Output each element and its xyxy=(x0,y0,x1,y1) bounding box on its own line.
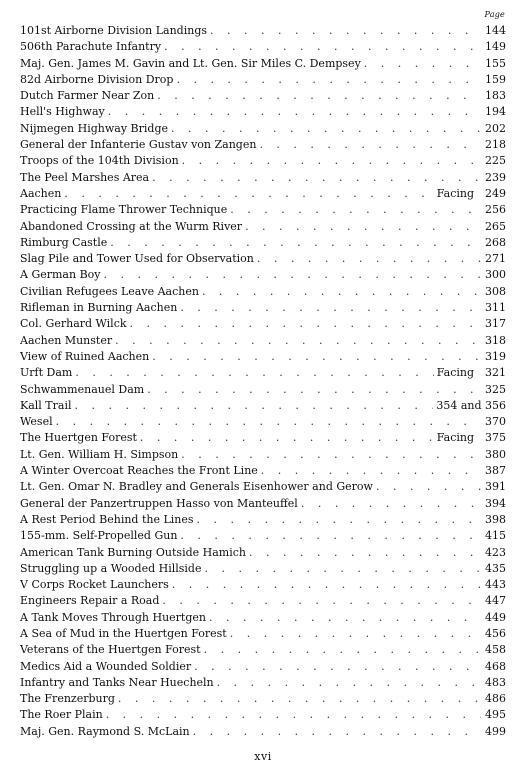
entry-page-number: 144 xyxy=(485,24,506,37)
dot-leader xyxy=(194,659,481,675)
entry-title: The Peel Marshes Area xyxy=(20,170,150,184)
entry-page-number: 308 xyxy=(485,284,506,298)
entry-title: Troops of the 104th Division xyxy=(20,154,179,168)
entry-page-number: 354 and 356 xyxy=(436,398,506,412)
list-item xyxy=(20,430,506,446)
entry-title: A Sea of Mud in the Huertgen Forest xyxy=(20,626,227,640)
entry-title: Rifleman in Burning Aachen xyxy=(20,301,178,315)
list-item xyxy=(20,316,506,332)
dot-leader xyxy=(56,414,481,430)
entry-title: Dutch Farmer Near Zon xyxy=(20,89,155,103)
entry-title: General der Panzertruppen Hasso von Manteuffel xyxy=(20,496,298,510)
list-item xyxy=(20,267,506,283)
page-column-header: Page xyxy=(484,10,505,19)
entry-title: American Tank Burning Outside Hamich xyxy=(20,545,246,559)
entry-page-number: 300 xyxy=(485,268,506,282)
dot-leader xyxy=(64,186,433,202)
entry-page-number: 256 xyxy=(485,203,506,217)
entry-page-number: 268 xyxy=(485,235,506,249)
entry-title: Infantry and Tanks Near Huecheln xyxy=(20,675,214,689)
entry-title: 155-mm. Self-Propelled Gun xyxy=(20,529,178,543)
dot-leader xyxy=(301,496,481,512)
list-item xyxy=(20,382,506,398)
entry-title: Hell's Highway xyxy=(20,105,105,119)
list-item xyxy=(20,610,506,626)
dot-leader xyxy=(75,365,433,381)
entry-page-number: 423 xyxy=(485,545,506,559)
entry-title: Aachen xyxy=(20,186,62,200)
list-item xyxy=(20,300,506,316)
list-item xyxy=(20,365,506,381)
entry-title: Civilian Refugees Leave Aachen xyxy=(20,284,199,298)
list-item xyxy=(20,72,506,88)
list-item xyxy=(20,463,506,479)
entry-title: A German Boy xyxy=(20,268,101,282)
entry-title: Struggling up a Wooded Hillside xyxy=(20,561,202,575)
entry-title: Aachen Munster xyxy=(20,333,113,347)
list-item xyxy=(20,153,506,169)
entry-title: A Tank Moves Through Huertgen xyxy=(20,610,206,624)
dot-leader xyxy=(204,561,481,577)
dot-leader xyxy=(140,430,434,446)
entry-title: Abandoned Crossing at the Wurm River xyxy=(20,219,243,233)
entry-page-number: 318 xyxy=(485,333,506,347)
list-item xyxy=(20,707,506,723)
list-item xyxy=(20,186,506,202)
entry-title: A Winter Overcoat Reaches the Front Line xyxy=(20,464,258,478)
entry-page-number: 468 xyxy=(485,659,506,673)
entry-title: A Rest Period Behind the Lines xyxy=(20,512,194,526)
entry-page-number: 435 xyxy=(485,561,506,575)
page-number-footer: xvi xyxy=(254,750,272,763)
list-item xyxy=(20,577,506,593)
entry-page-number: 317 xyxy=(485,317,506,331)
entry-title: Wesel xyxy=(20,415,53,429)
entry-title: The Huertgen Forest xyxy=(20,431,137,445)
entry-page-number: 319 xyxy=(485,349,506,363)
entry-page-number: 249 xyxy=(485,186,506,200)
list-item xyxy=(20,284,506,300)
list-item xyxy=(20,512,506,528)
dot-leader xyxy=(162,593,481,609)
entry-page-number: 218 xyxy=(485,138,506,152)
dot-leader xyxy=(157,88,481,104)
list-item xyxy=(20,642,506,658)
entry-page-number: 447 xyxy=(485,594,506,608)
entry-title: Nijmegen Highway Bridge xyxy=(20,121,169,135)
entry-page-number: 415 xyxy=(485,529,506,543)
entry-page-number: 458 xyxy=(485,643,506,657)
dot-leader xyxy=(193,724,481,740)
entry-title: Veterans of the Huertgen Forest xyxy=(20,643,201,657)
entry-title: Slag Pile and Tower Used for Observation xyxy=(20,252,254,266)
entry-title: 101st Airborne Division Landings xyxy=(20,24,208,37)
entry-page-number: 155 xyxy=(485,56,506,70)
list-item xyxy=(20,626,506,642)
entry-title: Schwammenauel Dam xyxy=(20,382,145,396)
list-item xyxy=(20,202,506,218)
entry-title: Urft Dam xyxy=(20,366,73,380)
list-item xyxy=(20,56,506,72)
entry-title: Rimburg Castle xyxy=(20,235,108,249)
entry-page-number: 486 xyxy=(485,692,506,706)
dot-leader xyxy=(197,512,481,528)
dot-leader xyxy=(249,545,481,561)
facing-label: Facing xyxy=(436,366,474,380)
list-item xyxy=(20,23,506,39)
entry-page-number: 398 xyxy=(485,512,506,526)
dot-leader xyxy=(259,137,481,153)
dot-leader xyxy=(75,398,434,414)
dot-leader xyxy=(118,691,481,707)
list-item xyxy=(20,414,506,430)
entry-title: Kall Trail xyxy=(20,398,72,412)
list-item xyxy=(20,39,506,55)
list-item xyxy=(20,219,506,235)
list-item xyxy=(20,691,506,707)
entry-page-number: 443 xyxy=(485,578,506,592)
entry-page-number: 183 xyxy=(485,89,506,103)
dot-leader xyxy=(106,707,481,723)
list-item xyxy=(20,121,506,137)
facing-label: Facing xyxy=(436,431,474,445)
list-item xyxy=(20,659,506,675)
dot-leader xyxy=(261,463,481,479)
entry-page-number: 380 xyxy=(485,447,506,461)
dot-leader xyxy=(364,56,481,72)
dot-leader xyxy=(164,39,481,55)
list-item xyxy=(20,675,506,691)
dot-leader xyxy=(209,610,481,626)
entry-title: Lt. Gen. William H. Simpson xyxy=(20,447,179,461)
entry-page-number: 325 xyxy=(485,382,506,396)
entry-page-number: 483 xyxy=(485,675,506,689)
list-item xyxy=(20,561,506,577)
dot-leader xyxy=(230,202,481,218)
entry-page-number: 225 xyxy=(485,154,506,168)
list-item xyxy=(20,235,506,251)
entry-page-number: 394 xyxy=(485,496,506,510)
list-item xyxy=(20,724,506,740)
dot-leader xyxy=(217,675,481,691)
entry-page-number: 159 xyxy=(485,72,506,86)
dot-leader xyxy=(152,349,481,365)
dot-leader xyxy=(376,479,481,495)
entry-page-number: 387 xyxy=(485,464,506,478)
list-item xyxy=(20,398,506,414)
list-item xyxy=(20,104,506,120)
entry-title: Medics Aid a Wounded Soldier xyxy=(20,659,192,673)
list-item xyxy=(20,447,506,463)
entry-page-number: 265 xyxy=(485,219,506,233)
entry-page-number: 370 xyxy=(485,415,506,429)
dot-leader xyxy=(108,104,481,120)
entry-title: V Corps Rocket Launchers xyxy=(20,578,169,592)
entry-title: View of Ruined Aachen xyxy=(20,349,150,363)
entry-page-number: 495 xyxy=(485,708,506,722)
entry-title: Practicing Flame Thrower Technique xyxy=(20,203,228,217)
illustrations-list xyxy=(20,23,506,740)
dot-leader xyxy=(110,235,481,251)
entry-title: Maj. Gen. James M. Gavin and Lt. Gen. Sir Miles C. Dempsey xyxy=(20,56,361,70)
list-item xyxy=(20,333,506,349)
entry-page-number: 375 xyxy=(485,431,506,445)
dot-leader xyxy=(180,300,481,316)
entry-page-number: 456 xyxy=(485,626,506,640)
entry-page-number: 391 xyxy=(485,480,506,494)
dot-leader xyxy=(257,251,481,267)
dot-leader xyxy=(230,626,481,642)
entry-page-number: 271 xyxy=(485,252,506,266)
entry-title: Engineers Repair a Road xyxy=(20,594,160,608)
dot-leader xyxy=(204,642,481,658)
entry-page-number: 239 xyxy=(485,170,506,184)
dot-leader xyxy=(104,267,482,283)
dot-leader xyxy=(115,333,481,349)
list-item xyxy=(20,251,506,267)
dot-leader xyxy=(171,121,481,137)
entry-title: Col. Gerhard Wilck xyxy=(20,317,127,331)
dot-leader xyxy=(147,382,481,398)
dot-leader xyxy=(202,284,481,300)
entry-title: 82d Airborne Division Drop xyxy=(20,72,174,86)
dot-leader xyxy=(176,72,481,88)
dot-leader xyxy=(172,577,481,593)
list-item xyxy=(20,170,506,186)
entry-page-number: 202 xyxy=(485,121,506,135)
entry-title: General der Infanterie Gustav von Zangen xyxy=(20,138,257,152)
dot-leader xyxy=(152,170,481,186)
list-item xyxy=(20,479,506,495)
entry-page-number: 311 xyxy=(485,301,506,315)
entry-title: The Roer Plain xyxy=(20,708,103,722)
list-item xyxy=(20,137,506,153)
dot-leader xyxy=(182,153,481,169)
list-item xyxy=(20,496,506,512)
dot-leader xyxy=(130,316,481,332)
dot-leader xyxy=(180,528,481,544)
list-item xyxy=(20,593,506,609)
entry-page-number: 321 xyxy=(485,366,506,380)
entry-page-number: 194 xyxy=(485,105,506,119)
entry-title: Maj. Gen. Raymond S. McLain xyxy=(20,724,190,738)
entry-title: The Frenzerburg xyxy=(20,692,115,706)
dot-leader xyxy=(181,447,481,463)
dot-leader xyxy=(245,219,481,235)
facing-label: Facing xyxy=(436,186,474,200)
list-item xyxy=(20,528,506,544)
entry-title: Lt. Gen. Omar N. Bradley and Generals Eisenhower and Gerow xyxy=(20,480,373,494)
dot-leader xyxy=(210,23,481,39)
list-item xyxy=(20,88,506,104)
list-item xyxy=(20,545,506,561)
entry-page-number: 499 xyxy=(485,724,506,738)
entry-page-number: 149 xyxy=(485,40,506,54)
list-item xyxy=(20,349,506,365)
entry-page-number: 449 xyxy=(485,610,506,624)
entry-title: 506th Parachute Infantry xyxy=(20,40,162,54)
